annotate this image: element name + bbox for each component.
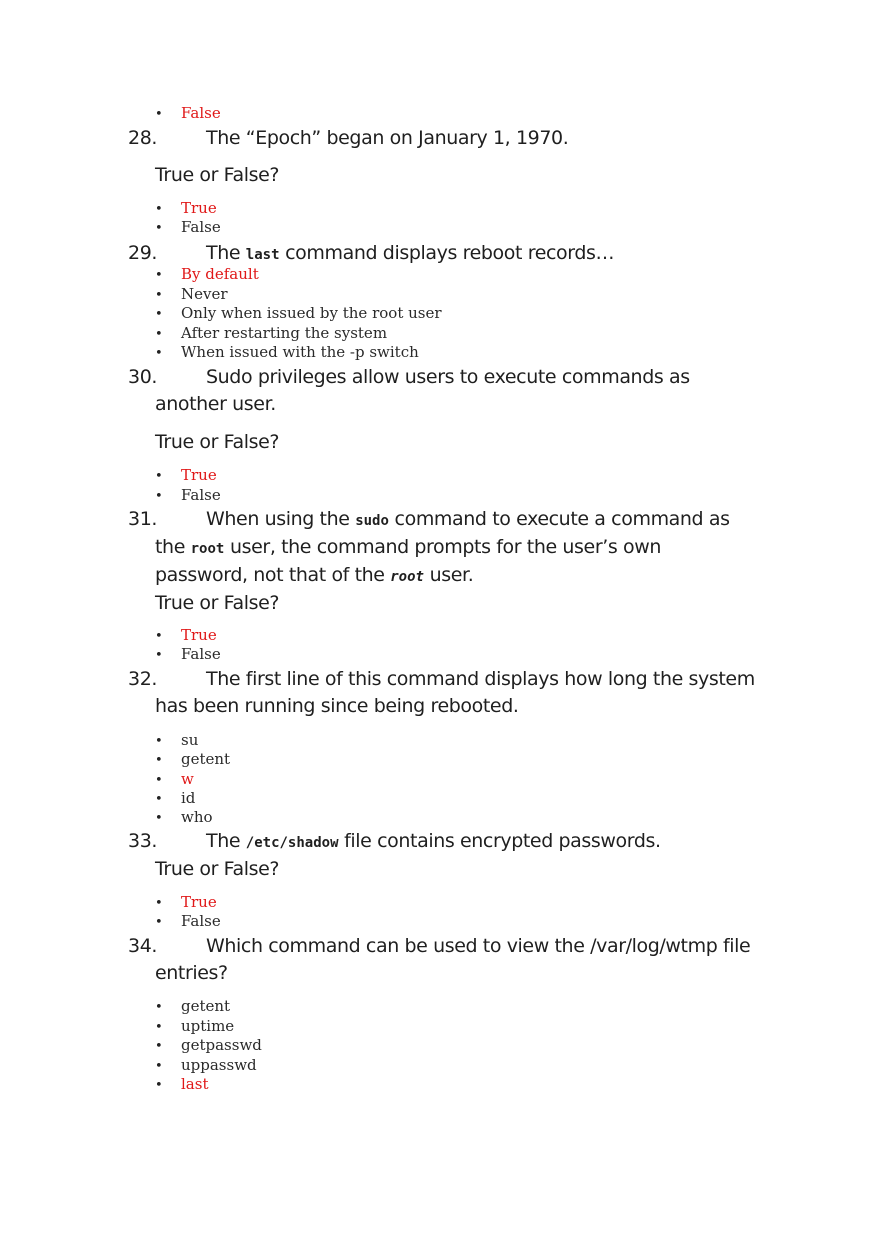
list-item: • Only when issued by the root user: [155, 304, 442, 322]
bullet-icon: •: [155, 896, 163, 911]
list-item: • False: [155, 218, 221, 236]
bullet-icon: •: [155, 327, 163, 342]
bullet-icon: •: [155, 811, 163, 826]
list-item: • False: [155, 645, 221, 663]
list-item: • True: [155, 626, 217, 644]
bullet-icon: •: [155, 221, 163, 236]
bullet-icon: •: [155, 792, 163, 807]
bullet-icon: •: [155, 753, 163, 768]
bullet-icon: •: [155, 1078, 163, 1093]
list-item: • After restarting the system: [155, 324, 388, 342]
list-item: • By default: [155, 265, 259, 283]
question-prompt: True or False?: [155, 164, 280, 186]
question-prompt: True or False?: [155, 592, 280, 614]
question-line: entries?: [155, 962, 228, 984]
question-line: password, not that of the root user.: [155, 564, 474, 586]
bullet-icon: •: [155, 202, 163, 217]
bullet-icon: •: [155, 489, 163, 504]
question-29: 29. The last command displays reboot records…: [128, 242, 615, 264]
inline-code: last: [245, 247, 280, 263]
bullet-icon: •: [155, 346, 163, 361]
bullet-icon: •: [155, 1059, 163, 1074]
question-31: 31. When using the sudo command to execute a command as: [128, 508, 730, 530]
question-line: another user.: [155, 393, 276, 415]
question-34: 34. Which command can be used to view the /var/log/wtmp file: [128, 935, 751, 957]
question-prompt: True or False?: [155, 431, 280, 453]
question-30: 30. Sudo privileges allow users to execute commands as: [128, 366, 690, 388]
bullet-icon: •: [155, 734, 163, 749]
bullet-icon: •: [155, 1020, 163, 1035]
question-line: the root user, the command prompts for the user’s own: [155, 536, 662, 558]
bullet-icon: •: [155, 107, 163, 122]
bullet-icon: •: [155, 1039, 163, 1054]
list-item: • True: [155, 199, 217, 217]
list-item: • False: [155, 104, 221, 122]
bullet-icon: •: [155, 268, 163, 283]
list-item: • True: [155, 466, 217, 484]
list-item: • getent: [155, 750, 231, 768]
list-item: • When issued with the -p switch: [155, 343, 419, 361]
list-item: • uppasswd: [155, 1056, 257, 1074]
bullet-icon: •: [155, 915, 163, 930]
question-line: has been running since being rebooted.: [155, 695, 519, 717]
question-32: 32. The first line of this command displays how long the system: [128, 668, 755, 690]
inline-code: root: [390, 569, 424, 585]
inline-code: sudo: [355, 513, 389, 529]
list-item: • False: [155, 486, 221, 504]
list-item: • last: [155, 1075, 209, 1093]
list-item: • Never: [155, 285, 228, 303]
bullet-icon: •: [155, 469, 163, 484]
bullet-icon: •: [155, 629, 163, 644]
inline-code: root: [190, 541, 225, 557]
bullet-icon: •: [155, 1000, 163, 1015]
bullet-icon: •: [155, 307, 163, 322]
inline-code: /etc/shadow: [245, 835, 339, 851]
question-33: 33. The /etc/shadow file contains encrypted passwords.: [128, 830, 661, 852]
list-item: • getpasswd: [155, 1036, 262, 1054]
list-item: • getent: [155, 997, 231, 1015]
list-item: • id: [155, 789, 196, 807]
list-item: • uptime: [155, 1017, 235, 1035]
question-prompt: True or False?: [155, 858, 280, 880]
list-item: • False: [155, 912, 221, 930]
bullet-icon: •: [155, 773, 163, 788]
list-item: • su: [155, 731, 199, 749]
question-28: 28. The “Epoch” began on January 1, 1970.: [128, 127, 569, 149]
list-item: • w: [155, 770, 194, 788]
list-item: • True: [155, 893, 217, 911]
bullet-icon: •: [155, 288, 163, 303]
bullet-icon: •: [155, 648, 163, 663]
list-item: • who: [155, 808, 213, 826]
